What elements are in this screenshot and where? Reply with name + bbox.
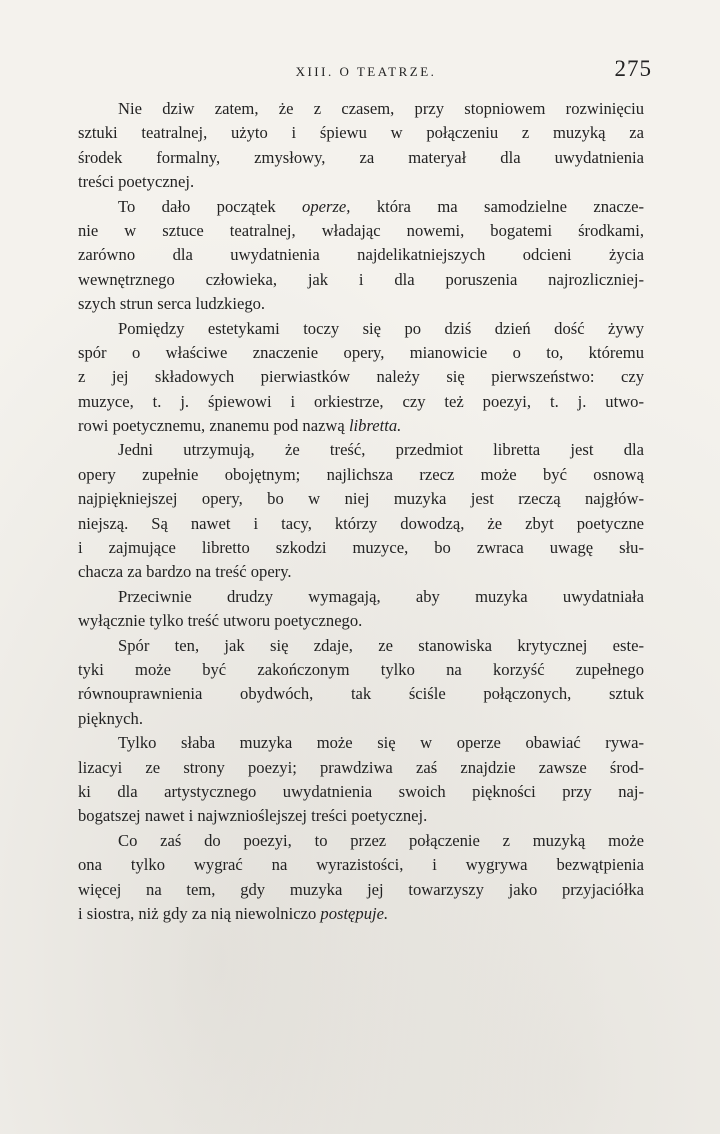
text-line: niejszą. Są nawet i tacy, którzy dowodzą, że zbyt poetyczne	[78, 513, 644, 533]
running-head	[80, 56, 652, 96]
text-line: wewnętrznego człowieka, jak i dla poruszenia najrozliczniej-	[78, 269, 644, 289]
text-line: Nie dziw zatem, że z czasem, przy stopniowem rozwinięciu	[118, 99, 644, 118]
text-line: zarówno dla uwydatnienia najdelikatniejszych odcieni życia	[78, 245, 644, 265]
text-line: Jedni utrzymują, że treść, przedmiot libretta jest dla	[118, 440, 644, 460]
text-line: więcej na tem, gdy muzyka jej towarzyszy jako przyjaciółka	[78, 879, 644, 899]
text-line: i zajmujące libretto szkodzi muzyce, bo zwraca uwagę słu-	[78, 538, 644, 558]
text-line: lizacyi ze strony poezyi; prawdziwa zaś znajdzie zawsze środ-	[78, 757, 644, 777]
text-line: spór o właściwe znaczenie opery, mianowicie o to, któremu	[78, 342, 644, 362]
text-span: To dało początek	[118, 196, 303, 216]
text-line: nie w sztuce teatralnej, władając nowemi, bogatemi środkami,	[78, 220, 644, 240]
text-line: najpiękniejszej opery, bo w niej muzyka jest rzeczą najgłów-	[78, 489, 644, 509]
page-number: 275	[614, 56, 652, 81]
text-line	[78, 902, 644, 926]
text-line: równouprawnienia obydwóch, tak ściśle połączonych, sztuk	[78, 684, 644, 704]
text-line: Spór ten, jak się zdaje, ze stanowiska krytycznej este-	[118, 635, 644, 655]
text-span: i siostra, niż gdy za nią niewolniczo	[78, 903, 321, 923]
text-line: Pomiędzy estetykami toczy się po dziś dzień dość żywy	[118, 318, 644, 338]
text-line: szych strun serca ludzkiego.	[78, 294, 266, 314]
text-line: środek formalny, zmysłowy, za materyał dla uwydatnienia	[78, 147, 644, 167]
italic-term: libretta.	[348, 416, 402, 436]
text-line: treści poetycznej.	[78, 172, 195, 192]
text-line: Co zaś do poezyi, to przez połączenie z muzyką może	[118, 830, 644, 850]
text-line: pięknych.	[78, 708, 143, 728]
italic-term: postępuje.	[320, 903, 389, 923]
text-line: Przeciwnie drudzy wymagają, aby muzyka uwydatniała	[118, 586, 644, 606]
text-line: opery zupełnie obojętnym; najlichsza rzecz może być osnową	[78, 464, 644, 484]
text-line: bogatszej nawet i najwznioślejszej treści poetycznej.	[78, 806, 428, 826]
text-line: chacza za bardzo na treść opery.	[78, 562, 292, 582]
italic-term: operze,	[302, 196, 351, 216]
text-span: która ma samodzielne znacze-	[350, 196, 644, 216]
body-text	[78, 97, 644, 926]
running-title: XIII. O TEATRZE.	[295, 64, 437, 79]
text-line: Tylko słaba muzyka może się w operze obawiać rywa-	[118, 733, 644, 753]
text-line: wyłącznie tylko treść utworu poetycznego.	[78, 611, 363, 631]
text-line: ki dla artystycznego uwydatnienia swoich piękności przy naj-	[78, 781, 644, 801]
text-line: z jej składowych pierwiastków należy się pierwszeństwo: czy	[78, 367, 644, 387]
text-span: rowi poetycznemu, znanemu pod nazwą	[78, 416, 349, 436]
text-line	[78, 195, 644, 219]
text-line: sztuki teatralnej, użyto i śpiewu w połączeniu z muzyką za	[78, 123, 644, 143]
text-line: tyki może być zakończonym tylko na korzyść zupełnego	[78, 659, 644, 679]
text-line: muzyce, t. j. śpiewowi i orkiestrze, czy też poezyi, t. j. utwo-	[78, 391, 644, 411]
text-line	[78, 414, 644, 438]
text-line: ona tylko wygrać na wyrazistości, i wygrywa bezwątpienia	[78, 855, 644, 875]
